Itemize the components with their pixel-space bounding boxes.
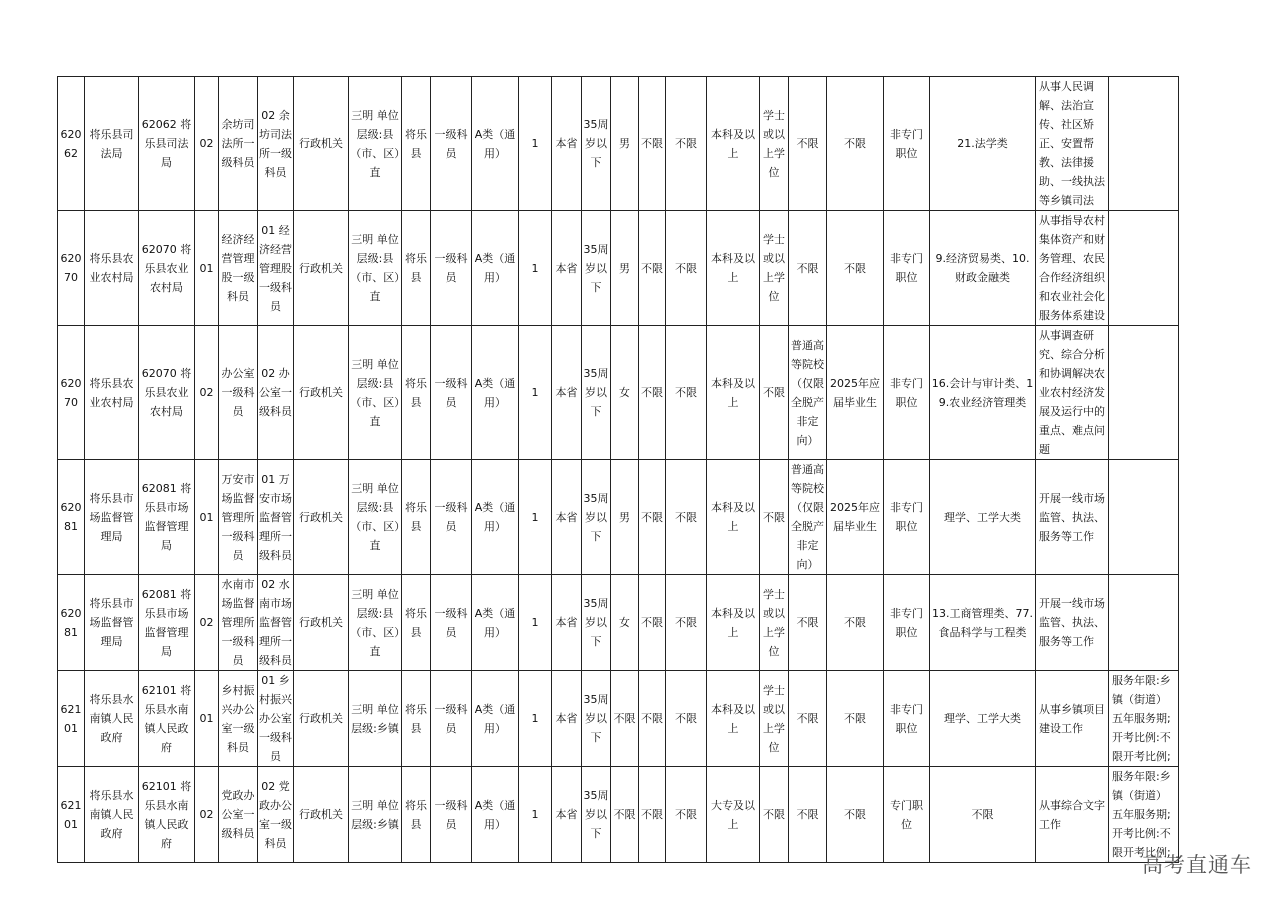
cell-experience: 不限 xyxy=(666,460,707,575)
cell-experience: 不限 xyxy=(666,575,707,671)
cell-experience: 不限 xyxy=(666,671,707,767)
cell-position-code: 62062 xyxy=(58,77,85,211)
cell-age: 35周岁以下 xyxy=(582,211,611,326)
cell-recruit-count: 1 xyxy=(519,211,552,326)
cell-education: 本科及以上 xyxy=(707,77,760,211)
cell-household: 本省 xyxy=(552,767,582,863)
cell-unit-type: 行政机关 xyxy=(294,671,349,767)
cell-major: 16.会计与审计类、19.农业经济管理类 xyxy=(930,326,1036,460)
cell-unit-code: 62081 将乐县市场监督管理局 xyxy=(139,575,195,671)
cell-major: 21.法学类 xyxy=(930,77,1036,211)
cell-county: 将乐县 xyxy=(402,671,431,767)
cell-unit-code: 62070 将乐县农业农村局 xyxy=(139,211,195,326)
cell-major: 理学、工学大类 xyxy=(930,460,1036,575)
cell-gender: 不限 xyxy=(611,671,639,767)
cell-major: 理学、工学大类 xyxy=(930,671,1036,767)
cell-unit-type: 行政机关 xyxy=(294,77,349,211)
cell-candidate-type: 不限 xyxy=(827,671,884,767)
cell-remarks xyxy=(1109,211,1179,326)
cell-job-name: 万安市场监督管理所一级科员 xyxy=(219,460,258,575)
table-row xyxy=(58,77,1179,211)
positions-table xyxy=(57,76,1179,863)
cell-age: 35周岁以下 xyxy=(582,77,611,211)
cell-unit-level: 三明 单位层级:县（市、区）直 xyxy=(349,326,402,460)
cell-position-code: 62070 xyxy=(58,326,85,460)
cell-recruit-count: 1 xyxy=(519,77,552,211)
cell-household: 本省 xyxy=(552,211,582,326)
cell-education: 本科及以上 xyxy=(707,326,760,460)
cell-position-code: 62081 xyxy=(58,460,85,575)
table-row xyxy=(58,767,1179,863)
cell-county: 将乐县 xyxy=(402,767,431,863)
cell-degree: 不限 xyxy=(760,460,789,575)
cell-unit-level: 三明 单位层级:县（市、区）直 xyxy=(349,460,402,575)
cell-department: 将乐县农业农村局 xyxy=(85,211,139,326)
cell-exam-category: A类（通用） xyxy=(472,211,519,326)
cell-unit-code: 62070 将乐县农业农村局 xyxy=(139,326,195,460)
table-row xyxy=(58,671,1179,767)
cell-position-type: 非专门职位 xyxy=(884,326,930,460)
cell-job-name: 余坊司法所一级科员 xyxy=(219,77,258,211)
cell-experience: 不限 xyxy=(666,77,707,211)
cell-position-code: 62081 xyxy=(58,575,85,671)
cell-rank: 一级科员 xyxy=(431,211,472,326)
cell-candidate-type: 2025年应届毕业生 xyxy=(827,326,884,460)
cell-experience: 不限 xyxy=(666,767,707,863)
cell-department: 将乐县市场监督管理局 xyxy=(85,575,139,671)
cell-degree: 学士或以上学位 xyxy=(760,575,789,671)
cell-candidate-type: 不限 xyxy=(827,767,884,863)
cell-job-code-name: 02 党政办公室一级科员 xyxy=(258,767,294,863)
cell-degree: 不限 xyxy=(760,767,789,863)
cell-unit-code: 62062 将乐县司法局 xyxy=(139,77,195,211)
cell-gender: 男 xyxy=(611,211,639,326)
cell-job-code-name: 01 乡村振兴办公室一级科员 xyxy=(258,671,294,767)
table-row xyxy=(58,575,1179,671)
cell-school-type: 不限 xyxy=(789,767,827,863)
cell-position-type: 非专门职位 xyxy=(884,211,930,326)
cell-unit-code: 62101 将乐县水南镇人民政府 xyxy=(139,671,195,767)
cell-political-status: 不限 xyxy=(639,460,666,575)
cell-job-description: 从事乡镇项目建设工作 xyxy=(1036,671,1109,767)
table-row xyxy=(58,211,1179,326)
cell-household: 本省 xyxy=(552,575,582,671)
cell-job-description: 开展一线市场监管、执法、服务等工作 xyxy=(1036,575,1109,671)
cell-gender: 女 xyxy=(611,575,639,671)
cell-education: 本科及以上 xyxy=(707,671,760,767)
cell-rank: 一级科员 xyxy=(431,460,472,575)
cell-political-status: 不限 xyxy=(639,77,666,211)
cell-unit-level: 三明 单位层级:乡镇 xyxy=(349,671,402,767)
cell-recruit-count: 1 xyxy=(519,326,552,460)
cell-degree: 不限 xyxy=(760,326,789,460)
cell-school-type: 普通高等院校（仅限全脱产非定向） xyxy=(789,460,827,575)
cell-job-description: 开展一线市场监管、执法、服务等工作 xyxy=(1036,460,1109,575)
cell-remarks xyxy=(1109,326,1179,460)
table-row xyxy=(58,460,1179,575)
cell-rank: 一级科员 xyxy=(431,767,472,863)
cell-remarks xyxy=(1109,575,1179,671)
cell-unit-type: 行政机关 xyxy=(294,575,349,671)
cell-county: 将乐县 xyxy=(402,77,431,211)
cell-recruit-count: 1 xyxy=(519,767,552,863)
cell-recruit-count: 1 xyxy=(519,671,552,767)
cell-household: 本省 xyxy=(552,77,582,211)
cell-position-type: 非专门职位 xyxy=(884,77,930,211)
cell-job-name: 乡村振兴办公室一级科员 xyxy=(219,671,258,767)
cell-education: 本科及以上 xyxy=(707,460,760,575)
cell-household: 本省 xyxy=(552,671,582,767)
cell-remarks: 服务年限:乡镇（街道）五年服务期;开考比例:不限开考比例; xyxy=(1109,767,1179,863)
cell-county: 将乐县 xyxy=(402,575,431,671)
cell-major: 13.工商管理类、77.食品科学与工程类 xyxy=(930,575,1036,671)
cell-job-code-name: 01 经济经营管理股一级科员 xyxy=(258,211,294,326)
cell-exam-category: A类（通用） xyxy=(472,460,519,575)
cell-job-no: 02 xyxy=(195,326,219,460)
cell-school-type: 不限 xyxy=(789,575,827,671)
cell-gender: 不限 xyxy=(611,767,639,863)
watermark: 高考直通车 xyxy=(1142,853,1252,877)
cell-degree: 学士或以上学位 xyxy=(760,671,789,767)
cell-job-no: 01 xyxy=(195,211,219,326)
cell-candidate-type: 不限 xyxy=(827,575,884,671)
cell-candidate-type: 2025年应届毕业生 xyxy=(827,460,884,575)
cell-political-status: 不限 xyxy=(639,575,666,671)
cell-remarks: 服务年限:乡镇（街道）五年服务期;开考比例:不限开考比例; xyxy=(1109,671,1179,767)
cell-job-no: 01 xyxy=(195,460,219,575)
cell-unit-type: 行政机关 xyxy=(294,460,349,575)
cell-exam-category: A类（通用） xyxy=(472,77,519,211)
cell-major: 不限 xyxy=(930,767,1036,863)
cell-household: 本省 xyxy=(552,460,582,575)
cell-age: 35周岁以下 xyxy=(582,575,611,671)
cell-unit-level: 三明 单位层级:县（市、区）直 xyxy=(349,575,402,671)
cell-exam-category: A类（通用） xyxy=(472,671,519,767)
cell-department: 将乐县司法局 xyxy=(85,77,139,211)
cell-unit-level: 三明 单位层级:乡镇 xyxy=(349,767,402,863)
cell-job-code-name: 02 办公室一级科员 xyxy=(258,326,294,460)
cell-degree: 学士或以上学位 xyxy=(760,77,789,211)
cell-department: 将乐县水南镇人民政府 xyxy=(85,671,139,767)
cell-job-code-name: 02 余坊司法所一级科员 xyxy=(258,77,294,211)
cell-experience: 不限 xyxy=(666,326,707,460)
cell-job-code-name: 02 水南市场监督管理所一级科员 xyxy=(258,575,294,671)
cell-age: 35周岁以下 xyxy=(582,767,611,863)
cell-position-type: 非专门职位 xyxy=(884,671,930,767)
cell-job-no: 02 xyxy=(195,77,219,211)
cell-experience: 不限 xyxy=(666,211,707,326)
cell-political-status: 不限 xyxy=(639,671,666,767)
cell-political-status: 不限 xyxy=(639,326,666,460)
cell-rank: 一级科员 xyxy=(431,326,472,460)
cell-age: 35周岁以下 xyxy=(582,326,611,460)
cell-county: 将乐县 xyxy=(402,326,431,460)
table-row xyxy=(58,326,1179,460)
cell-job-no: 02 xyxy=(195,767,219,863)
cell-unit-type: 行政机关 xyxy=(294,326,349,460)
cell-job-description: 从事综合文字工作 xyxy=(1036,767,1109,863)
cell-gender: 男 xyxy=(611,460,639,575)
cell-department: 将乐县农业农村局 xyxy=(85,326,139,460)
cell-gender: 男 xyxy=(611,77,639,211)
cell-political-status: 不限 xyxy=(639,211,666,326)
cell-school-type: 普通高等院校（仅限全脱产非定向） xyxy=(789,326,827,460)
cell-job-no: 01 xyxy=(195,671,219,767)
cell-position-type: 专门职位 xyxy=(884,767,930,863)
cell-gender: 女 xyxy=(611,326,639,460)
cell-recruit-count: 1 xyxy=(519,460,552,575)
cell-political-status: 不限 xyxy=(639,767,666,863)
cell-unit-type: 行政机关 xyxy=(294,211,349,326)
cell-county: 将乐县 xyxy=(402,460,431,575)
cell-position-code: 62101 xyxy=(58,767,85,863)
cell-school-type: 不限 xyxy=(789,77,827,211)
cell-household: 本省 xyxy=(552,326,582,460)
cell-degree: 学士或以上学位 xyxy=(760,211,789,326)
cell-unit-level: 三明 单位层级:县（市、区）直 xyxy=(349,77,402,211)
cell-job-description: 从事调查研究、综合分析和协调解决农业农村经济发展及运行中的重点、难点问题 xyxy=(1036,326,1109,460)
cell-recruit-count: 1 xyxy=(519,575,552,671)
cell-position-type: 非专门职位 xyxy=(884,575,930,671)
cell-rank: 一级科员 xyxy=(431,671,472,767)
cell-job-description: 从事指导农村集体资产和财务管理、农民合作经济组织和农业社会化服务体系建设 xyxy=(1036,211,1109,326)
cell-unit-code: 62081 将乐县市场监督管理局 xyxy=(139,460,195,575)
cell-candidate-type: 不限 xyxy=(827,77,884,211)
cell-county: 将乐县 xyxy=(402,211,431,326)
cell-department: 将乐县市场监督管理局 xyxy=(85,460,139,575)
cell-exam-category: A类（通用） xyxy=(472,575,519,671)
cell-unit-level: 三明 单位层级:县（市、区）直 xyxy=(349,211,402,326)
cell-job-no: 02 xyxy=(195,575,219,671)
cell-school-type: 不限 xyxy=(789,671,827,767)
cell-department: 将乐县水南镇人民政府 xyxy=(85,767,139,863)
cell-exam-category: A类（通用） xyxy=(472,767,519,863)
cell-unit-type: 行政机关 xyxy=(294,767,349,863)
cell-remarks xyxy=(1109,460,1179,575)
cell-unit-code: 62101 将乐县水南镇人民政府 xyxy=(139,767,195,863)
cell-position-code: 62070 xyxy=(58,211,85,326)
cell-age: 35周岁以下 xyxy=(582,460,611,575)
cell-job-name: 经济经营管理股一级科员 xyxy=(219,211,258,326)
cell-candidate-type: 不限 xyxy=(827,211,884,326)
cell-position-code: 62101 xyxy=(58,671,85,767)
cell-job-name: 办公室一级科员 xyxy=(219,326,258,460)
cell-job-name: 党政办公室一级科员 xyxy=(219,767,258,863)
cell-rank: 一级科员 xyxy=(431,575,472,671)
cell-education: 本科及以上 xyxy=(707,575,760,671)
cell-education: 本科及以上 xyxy=(707,211,760,326)
cell-age: 35周岁以下 xyxy=(582,671,611,767)
cell-remarks xyxy=(1109,77,1179,211)
cell-job-name: 水南市场监督管理所一级科员 xyxy=(219,575,258,671)
cell-job-code-name: 01 万安市场监督管理所一级科员 xyxy=(258,460,294,575)
cell-position-type: 非专门职位 xyxy=(884,460,930,575)
cell-job-description: 从事人民调解、法治宣传、社区矫正、安置帮教、法律援助、一线执法等乡镇司法 xyxy=(1036,77,1109,211)
cell-school-type: 不限 xyxy=(789,211,827,326)
cell-rank: 一级科员 xyxy=(431,77,472,211)
cell-major: 9.经济贸易类、10.财政金融类 xyxy=(930,211,1036,326)
cell-education: 大专及以上 xyxy=(707,767,760,863)
cell-exam-category: A类（通用） xyxy=(472,326,519,460)
